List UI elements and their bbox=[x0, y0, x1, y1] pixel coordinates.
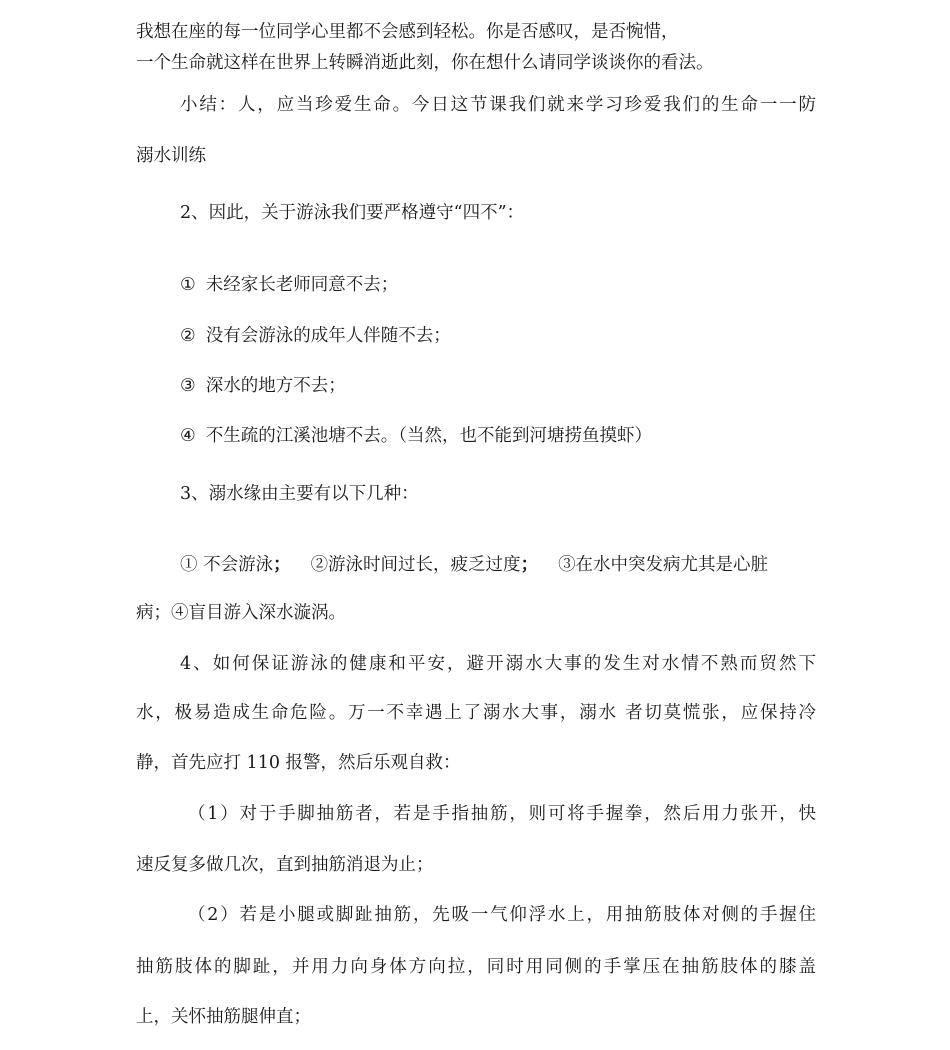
cause-3: ③在水中突发病尤其是心脏 bbox=[558, 555, 769, 575]
rule-item bbox=[180, 424, 652, 448]
section4-line-1: 4、如何保证游泳的健康和平安，避开溺水大事的发生对水情不熟而贸然下 bbox=[180, 654, 816, 674]
summary-line-1: 小结：人，应当珍爱生命。今日这节课我们就来学习珍爱我们的生命一一防 bbox=[180, 95, 816, 115]
item1-line-2: 速反复多做几次，直到抽筋消退为止； bbox=[136, 855, 434, 875]
cause-separator: ； bbox=[520, 555, 539, 575]
cause-separator: ； bbox=[273, 555, 291, 575]
section3-heading: 3、溺水缘由主要有以下几种： bbox=[180, 484, 419, 504]
rule-item bbox=[180, 374, 346, 398]
rule-text: 没有会游泳的成年人伴随不去； bbox=[205, 326, 451, 346]
rule-marker: ① bbox=[180, 275, 196, 295]
causes-line-2: 病；④盲目游入深水漩涡。 bbox=[136, 603, 346, 623]
intro-line-2: 一个生命就这样在世界上转瞬消逝此刻，你在想什么请同学谈谈你的看法。 bbox=[136, 53, 714, 73]
rule-item bbox=[180, 324, 451, 348]
item2-line-3: 上，关怀抽筋腿伸直； bbox=[136, 1007, 311, 1027]
rule-text: 未经家长老师同意不去； bbox=[205, 275, 399, 295]
rule-item bbox=[180, 273, 398, 297]
rule-text: 深水的地方不去； bbox=[205, 376, 346, 396]
causes-line-1 bbox=[180, 553, 768, 577]
item1-line-1: （1）对于手脚抽筋者，若是手指抽筋，则可将手握拳，然后用力张开，快 bbox=[188, 804, 816, 824]
cause-1: ① 不会游泳 bbox=[180, 555, 274, 575]
section4-line-3: 静，首先应打 110 报警，然后乐观自救： bbox=[136, 753, 461, 773]
summary-line-2: 溺水训练 bbox=[136, 146, 206, 166]
intro-line-1: 我想在座的每一位同学心里都不会感到轻松。你是否感叹，是否惋惜， bbox=[136, 22, 679, 42]
section2-heading: 2、因此，关于游泳我们要严格遵守“四不”： bbox=[180, 203, 525, 223]
item2-line-2: 抽筋肢体的脚趾，并用力向身体方向拉，同时用同侧的手掌压在抽筋肢体的膝盖 bbox=[136, 957, 816, 977]
rule-marker: ④ bbox=[180, 426, 196, 446]
cause-2: ②游泳时间过长，疲乏过度 bbox=[310, 555, 521, 575]
section4-line-2: 水，极易造成生命危险。万一不幸遇上了溺水大事，溺水 者切莫慌张，应保持冷 bbox=[136, 703, 816, 723]
rule-marker: ② bbox=[180, 326, 196, 346]
item2-line-1: （2）若是小腿或脚趾抽筋，先吸一气仰浮水上，用抽筋肢体对侧的手握住 bbox=[188, 905, 816, 925]
rule-text: 不生疏的江溪池塘不去。（当然，也不能到河塘捞鱼摸虾） bbox=[205, 426, 652, 446]
rule-marker: ③ bbox=[180, 376, 196, 396]
